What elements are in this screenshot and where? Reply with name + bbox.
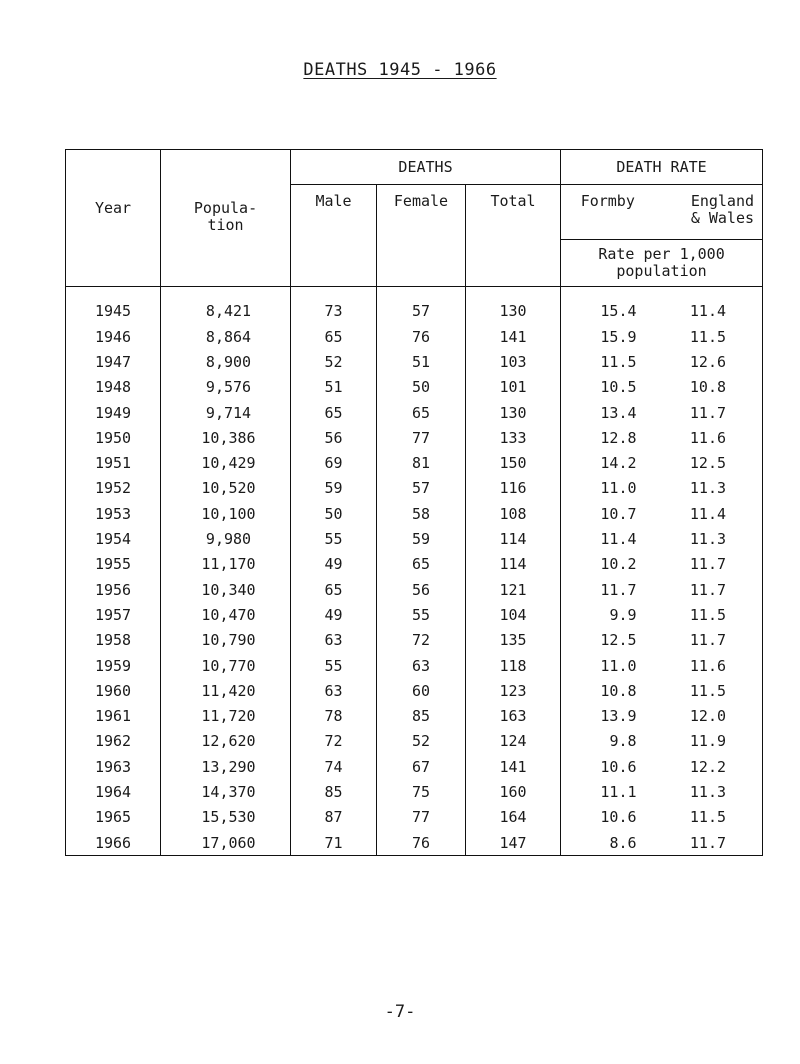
table-row xyxy=(66,805,763,830)
cell-formby-rate: 10.5 xyxy=(561,375,655,400)
table-row xyxy=(66,602,763,627)
cell-england-wales-rate: 11.4 xyxy=(655,287,763,325)
cell-total: 147 xyxy=(466,830,561,856)
table-row xyxy=(66,375,763,400)
cell-england-wales-rate: 12.0 xyxy=(655,703,763,728)
cell-population: 10,470 xyxy=(161,602,291,627)
cell-female: 52 xyxy=(377,729,466,754)
cell-female: 76 xyxy=(377,830,466,856)
header-year: Year xyxy=(66,150,161,287)
cell-year: 1953 xyxy=(66,501,161,526)
cell-formby-rate: 9.9 xyxy=(561,602,655,627)
cell-year: 1945 xyxy=(66,287,161,325)
cell-population: 10,770 xyxy=(161,653,291,678)
cell-year: 1962 xyxy=(66,729,161,754)
cell-formby-rate: 11.5 xyxy=(561,349,655,374)
cell-total: 123 xyxy=(466,678,561,703)
cell-population: 10,790 xyxy=(161,628,291,653)
cell-male: 55 xyxy=(291,526,377,551)
cell-male: 49 xyxy=(291,602,377,627)
table-row xyxy=(66,501,763,526)
cell-year: 1949 xyxy=(66,400,161,425)
cell-female: 58 xyxy=(377,501,466,526)
cell-female: 65 xyxy=(377,400,466,425)
cell-formby-rate: 10.8 xyxy=(561,678,655,703)
cell-year: 1965 xyxy=(66,805,161,830)
cell-formby-rate: 8.6 xyxy=(561,830,655,856)
cell-total: 114 xyxy=(466,552,561,577)
page-title-text: DEATHS 1945 - 1966 xyxy=(303,60,497,80)
cell-population: 10,100 xyxy=(161,501,291,526)
cell-total: 124 xyxy=(466,729,561,754)
cell-population: 8,421 xyxy=(161,287,291,325)
cell-population: 13,290 xyxy=(161,754,291,779)
cell-total: 108 xyxy=(466,501,561,526)
cell-population: 10,520 xyxy=(161,476,291,501)
cell-year: 1946 xyxy=(66,324,161,349)
table-header xyxy=(66,150,763,287)
table-row xyxy=(66,754,763,779)
cell-female: 57 xyxy=(377,287,466,325)
cell-formby-rate: 9.8 xyxy=(561,729,655,754)
table-row xyxy=(66,400,763,425)
cell-formby-rate: 11.4 xyxy=(561,526,655,551)
table-row xyxy=(66,324,763,349)
cell-male: 51 xyxy=(291,375,377,400)
cell-year: 1963 xyxy=(66,754,161,779)
cell-female: 77 xyxy=(377,805,466,830)
header-total: Total xyxy=(466,185,561,287)
cell-year: 1959 xyxy=(66,653,161,678)
cell-male: 59 xyxy=(291,476,377,501)
cell-formby-rate: 13.4 xyxy=(561,400,655,425)
header-female: Female xyxy=(377,185,466,287)
table-row xyxy=(66,526,763,551)
cell-male: 65 xyxy=(291,324,377,349)
cell-formby-rate: 13.9 xyxy=(561,703,655,728)
cell-total: 121 xyxy=(466,577,561,602)
cell-england-wales-rate: 11.7 xyxy=(655,577,763,602)
header-formby: Formby xyxy=(561,185,655,240)
cell-population: 11,720 xyxy=(161,703,291,728)
cell-formby-rate: 11.1 xyxy=(561,779,655,804)
cell-formby-rate: 10.7 xyxy=(561,501,655,526)
header-deaths-group: DEATHS xyxy=(291,150,561,185)
cell-formby-rate: 11.0 xyxy=(561,476,655,501)
cell-male: 69 xyxy=(291,450,377,475)
cell-year: 1960 xyxy=(66,678,161,703)
cell-year: 1950 xyxy=(66,425,161,450)
cell-female: 50 xyxy=(377,375,466,400)
cell-england-wales-rate: 11.5 xyxy=(655,324,763,349)
header-population-text: Popula- tion xyxy=(193,199,258,234)
cell-year: 1948 xyxy=(66,375,161,400)
cell-female: 56 xyxy=(377,577,466,602)
table-body xyxy=(66,287,763,856)
cell-male: 73 xyxy=(291,287,377,325)
cell-year: 1952 xyxy=(66,476,161,501)
deaths-table xyxy=(65,149,763,856)
cell-year: 1947 xyxy=(66,349,161,374)
page-title xyxy=(0,60,800,80)
cell-total: 135 xyxy=(466,628,561,653)
cell-total: 114 xyxy=(466,526,561,551)
cell-formby-rate: 11.7 xyxy=(561,577,655,602)
cell-formby-rate: 12.5 xyxy=(561,628,655,653)
cell-england-wales-rate: 11.3 xyxy=(655,526,763,551)
cell-female: 76 xyxy=(377,324,466,349)
cell-total: 130 xyxy=(466,400,561,425)
cell-formby-rate: 10.2 xyxy=(561,552,655,577)
cell-year: 1955 xyxy=(66,552,161,577)
cell-england-wales-rate: 11.6 xyxy=(655,653,763,678)
cell-total: 101 xyxy=(466,375,561,400)
table-row xyxy=(66,450,763,475)
cell-formby-rate: 11.0 xyxy=(561,653,655,678)
table-row xyxy=(66,678,763,703)
cell-female: 85 xyxy=(377,703,466,728)
cell-population: 9,576 xyxy=(161,375,291,400)
cell-formby-rate: 15.9 xyxy=(561,324,655,349)
table-row xyxy=(66,425,763,450)
cell-population: 11,420 xyxy=(161,678,291,703)
header-england-wales-text: England & Wales xyxy=(690,192,755,227)
cell-england-wales-rate: 12.5 xyxy=(655,450,763,475)
page-number: -7- xyxy=(384,1002,416,1022)
cell-male: 74 xyxy=(291,754,377,779)
header-population xyxy=(161,150,291,287)
cell-male: 71 xyxy=(291,830,377,856)
cell-male: 65 xyxy=(291,400,377,425)
cell-female: 77 xyxy=(377,425,466,450)
cell-year: 1966 xyxy=(66,830,161,856)
cell-formby-rate: 14.2 xyxy=(561,450,655,475)
cell-male: 52 xyxy=(291,349,377,374)
cell-male: 63 xyxy=(291,678,377,703)
cell-england-wales-rate: 11.5 xyxy=(655,805,763,830)
cell-population: 14,370 xyxy=(161,779,291,804)
cell-england-wales-rate: 11.6 xyxy=(655,425,763,450)
cell-england-wales-rate: 10.8 xyxy=(655,375,763,400)
cell-male: 50 xyxy=(291,501,377,526)
cell-england-wales-rate: 11.7 xyxy=(655,400,763,425)
cell-total: 164 xyxy=(466,805,561,830)
cell-female: 63 xyxy=(377,653,466,678)
cell-england-wales-rate: 11.4 xyxy=(655,501,763,526)
cell-total: 150 xyxy=(466,450,561,475)
cell-female: 55 xyxy=(377,602,466,627)
cell-population: 17,060 xyxy=(161,830,291,856)
cell-england-wales-rate: 11.9 xyxy=(655,729,763,754)
cell-male: 85 xyxy=(291,779,377,804)
cell-england-wales-rate: 11.7 xyxy=(655,830,763,856)
cell-formby-rate: 10.6 xyxy=(561,754,655,779)
cell-male: 72 xyxy=(291,729,377,754)
table-row xyxy=(66,830,763,856)
cell-year: 1951 xyxy=(66,450,161,475)
cell-female: 81 xyxy=(377,450,466,475)
header-male: Male xyxy=(291,185,377,287)
header-england-wales xyxy=(655,185,763,240)
cell-male: 56 xyxy=(291,425,377,450)
table-row xyxy=(66,729,763,754)
table-row xyxy=(66,577,763,602)
cell-population: 10,340 xyxy=(161,577,291,602)
cell-female: 51 xyxy=(377,349,466,374)
cell-male: 87 xyxy=(291,805,377,830)
table-row xyxy=(66,653,763,678)
cell-female: 59 xyxy=(377,526,466,551)
cell-england-wales-rate: 11.3 xyxy=(655,779,763,804)
cell-male: 49 xyxy=(291,552,377,577)
cell-population: 10,386 xyxy=(161,425,291,450)
cell-total: 116 xyxy=(466,476,561,501)
cell-male: 65 xyxy=(291,577,377,602)
cell-total: 160 xyxy=(466,779,561,804)
cell-total: 141 xyxy=(466,324,561,349)
cell-year: 1956 xyxy=(66,577,161,602)
cell-female: 57 xyxy=(377,476,466,501)
cell-population: 12,620 xyxy=(161,729,291,754)
cell-population: 15,530 xyxy=(161,805,291,830)
table-row xyxy=(66,552,763,577)
cell-total: 141 xyxy=(466,754,561,779)
header-rate-note xyxy=(561,240,763,287)
cell-total: 130 xyxy=(466,287,561,325)
cell-year: 1958 xyxy=(66,628,161,653)
table-row xyxy=(66,349,763,374)
cell-england-wales-rate: 12.2 xyxy=(655,754,763,779)
cell-total: 133 xyxy=(466,425,561,450)
cell-female: 67 xyxy=(377,754,466,779)
cell-female: 65 xyxy=(377,552,466,577)
cell-england-wales-rate: 11.3 xyxy=(655,476,763,501)
cell-population: 9,980 xyxy=(161,526,291,551)
cell-total: 163 xyxy=(466,703,561,728)
cell-female: 75 xyxy=(377,779,466,804)
cell-population: 8,900 xyxy=(161,349,291,374)
table-row xyxy=(66,779,763,804)
cell-total: 104 xyxy=(466,602,561,627)
cell-formby-rate: 12.8 xyxy=(561,425,655,450)
cell-female: 72 xyxy=(377,628,466,653)
cell-male: 63 xyxy=(291,628,377,653)
cell-year: 1964 xyxy=(66,779,161,804)
table-row xyxy=(66,703,763,728)
cell-year: 1961 xyxy=(66,703,161,728)
cell-population: 10,429 xyxy=(161,450,291,475)
cell-male: 55 xyxy=(291,653,377,678)
cell-population: 11,170 xyxy=(161,552,291,577)
cell-male: 78 xyxy=(291,703,377,728)
cell-england-wales-rate: 11.7 xyxy=(655,552,763,577)
cell-england-wales-rate: 11.5 xyxy=(655,678,763,703)
cell-population: 8,864 xyxy=(161,324,291,349)
table-row xyxy=(66,628,763,653)
cell-total: 103 xyxy=(466,349,561,374)
cell-england-wales-rate: 11.5 xyxy=(655,602,763,627)
header-death-rate-group: DEATH RATE xyxy=(561,150,763,185)
header-rate-note-text: Rate per 1,000 population xyxy=(598,245,725,280)
cell-england-wales-rate: 11.7 xyxy=(655,628,763,653)
cell-population: 9,714 xyxy=(161,400,291,425)
table-row xyxy=(66,287,763,325)
cell-year: 1957 xyxy=(66,602,161,627)
cell-female: 60 xyxy=(377,678,466,703)
cell-total: 118 xyxy=(466,653,561,678)
cell-year: 1954 xyxy=(66,526,161,551)
cell-formby-rate: 10.6 xyxy=(561,805,655,830)
cell-formby-rate: 15.4 xyxy=(561,287,655,325)
table-row xyxy=(66,476,763,501)
cell-england-wales-rate: 12.6 xyxy=(655,349,763,374)
